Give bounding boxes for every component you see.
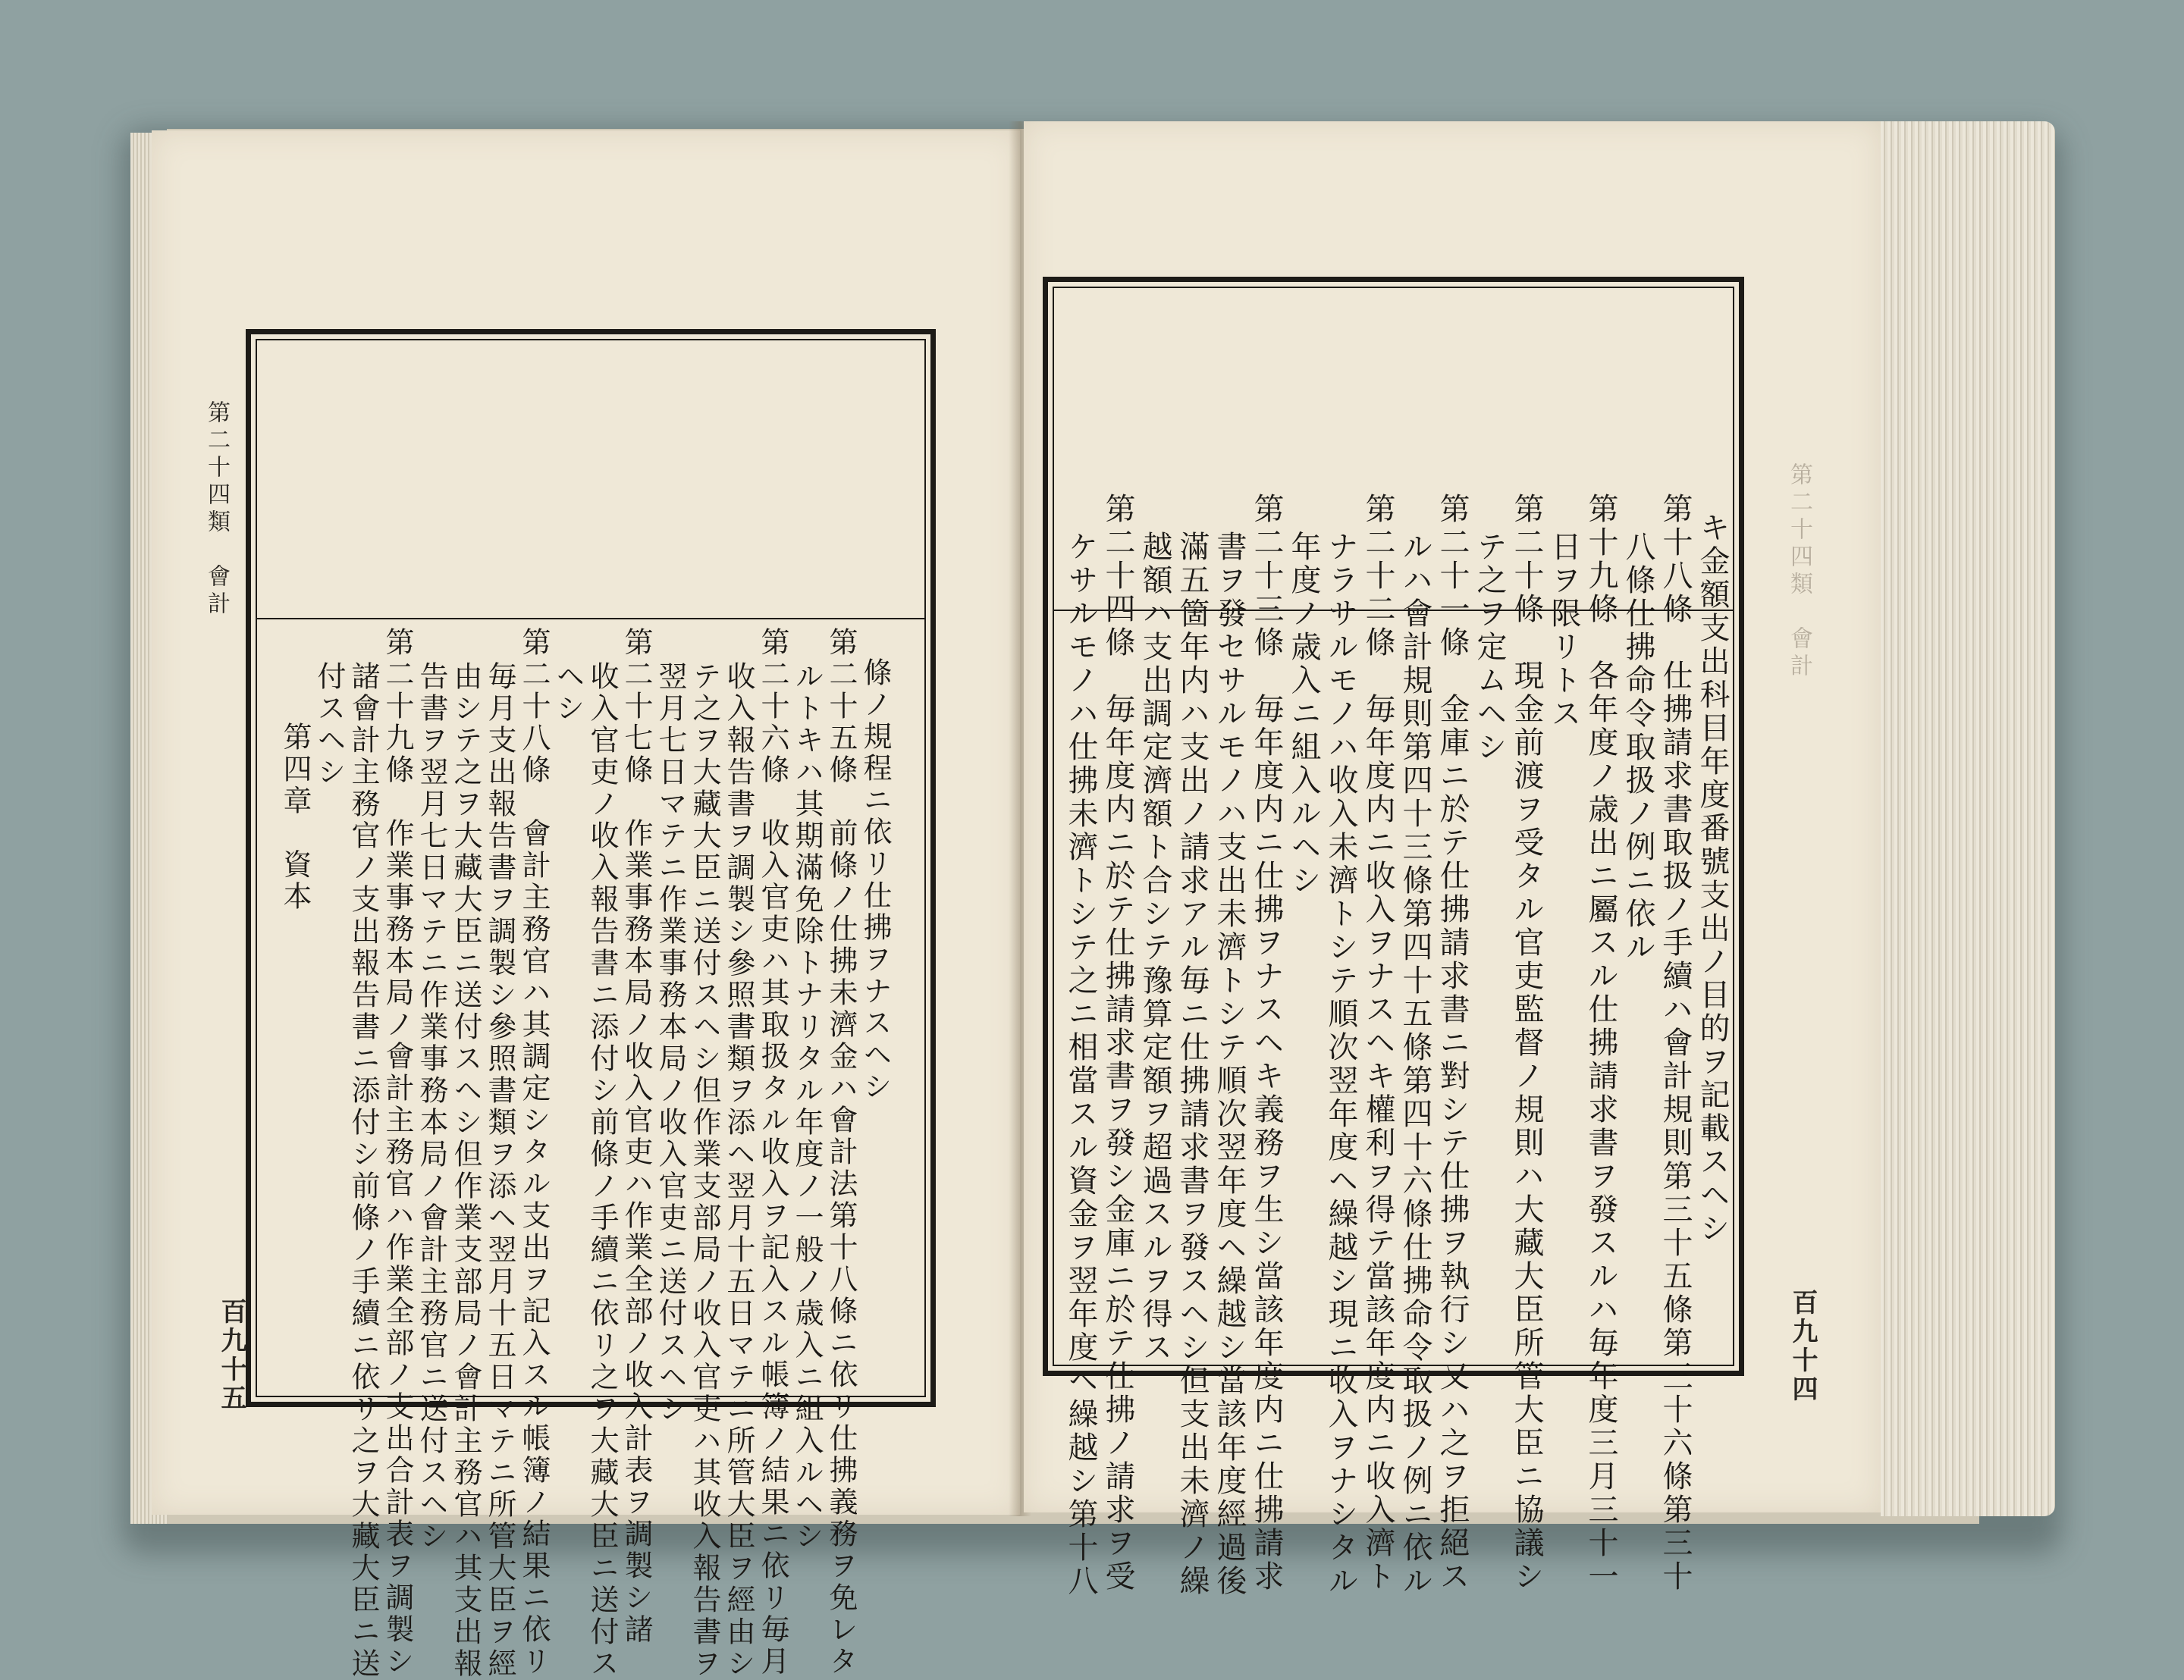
text-line: 年度ノ歳入ニ組入ルヘシ [1286,531,1321,898]
text-line: 諸會計主務官ノ支出報告書ニ添付シ前條ノ手續ニ依リ之ヲ大藏大臣ニ送 [347,661,380,1680]
text-line: 翌月七日マテニ作業事務本局ノ收入官吏ニ送付スヘシ [654,661,687,1425]
text-line: ケサルモノハ仕拂未濟トシテ之ニ相當スル資金ヲ翌年度ヘ繰越シ第十八 [1063,531,1098,1598]
text-line: テ之ヲ定ムヘシ [1472,531,1507,764]
text-line: 越額ハ支出調定濟額ト合シテ豫算定額ヲ超過スルヲ得ス [1138,531,1172,1365]
text-line: 第二十三條 毎年度内ニ仕拂ヲナスヘキ義務ヲ生シ當該年度内ニ仕拂請求 [1249,493,1284,1594]
show-through-text: 第二十四類 會計 [1786,462,1812,681]
text-line: 收入報告書ヲ調製シ參照書類ヲ添ヘ翌月十五日マテニ所管大臣ヲ經由シ [722,661,755,1680]
text-line: 告書ヲ翌月七日マテニ作業事務本局ノ會計主務官ニ送付スヘシ [415,661,448,1553]
text-line: 第二十八條 會計主務官ハ其調定シタル支出ヲ記入スル帳簿ノ結果ニ依リ [517,627,551,1678]
text-line: テ之ヲ大藏大臣ニ送付スヘシ但作業支部局ノ收入官吏ハ其收入報告書ヲ [688,661,721,1680]
chapter-heading: 第四章 資本 [278,722,312,913]
running-head: 第二十四類 會計 [203,400,230,619]
text-line: 由シテ之ヲ大藏大臣ニ送付スヘシ但作業支部局ノ會計主務官ハ其支出報 [449,661,482,1680]
text-line: 付スヘシ [312,661,346,788]
text-line: 第二十七條 作業事務本局ノ收入官吏ハ作業全部ノ收入計表ヲ調製シ諸 [620,627,653,1646]
text-line: 第二十二條 毎年度内ニ收入ヲナスヘキ權利ヲ得テ當該年度内ニ收入濟ト [1360,493,1395,1594]
text-line: ルハ會計規則第四十三條第四十五條第四十六條仕拂命令取扱ノ例ニ依ル [1398,531,1432,1598]
text-line: 收入官吏ノ收入報告書ニ添付シ前條ノ手續ニ依リ之ヲ大藏大臣ニ送付ス [585,661,619,1680]
right-page-edges [1881,121,2055,1516]
text-line: 第二十條 現金前渡ヲ受タル官吏監督ノ規則ハ大藏大臣所管大臣ニ協議シ [1509,493,1544,1594]
text-line: 第二十四條 毎年度内ニ於テ仕拂請求書ヲ發シ金庫ニ於テ仕拂ノ請求ヲ受 [1100,493,1135,1594]
text-line: 第十八條 仕拂請求書取扱ノ手續ハ會計規則第三十五條第三十六條第三十 [1658,493,1693,1594]
text-line: 第二十一條 金庫ニ於テ仕拂請求書ニ對シテ仕拂ヲ執行シ又ハ之ヲ拒絕ス [1435,493,1470,1594]
left-page [152,130,1020,1680]
text-line: 第十九條 各年度ノ歳出ニ屬スル仕拂請求書ヲ發スルハ毎年度三月三十一 [1583,493,1618,1594]
text-line: 第二十六條 收入官吏ハ其取扱タル收入ヲ記入スル帳簿ノ結果ニ依リ毎月 [756,627,789,1678]
text-line: 日ヲ限リトス [1546,531,1581,731]
page-number-right: 百九十四 [1787,1289,1818,1404]
page-number-left: 百九十五 [216,1298,246,1413]
text-line: 第二十五條 前條ノ仕拂未濟金ハ會計法第十八條ニ依リ仕拂義務ヲ免レタ [824,627,858,1678]
text-line: 條ノ規程ニ依リ仕拂ヲナスヘシ [858,657,892,1103]
text-line: 毎月支出報告書ヲ調製シ參照書類ヲ添ヘ翌月十五日マテニ所管大臣ヲ經 [483,661,516,1680]
text-line: ヘシ [551,661,585,725]
text-line: 第二十九條 作業事務本局ノ會計主務官ハ作業全部ノ支出合計表ヲ調製シ [381,627,414,1678]
text-line: 八條仕拂命令取扱ノ例ニ依ル [1621,531,1655,964]
text-line: ナラサルモノハ收入未濟トシテ順次翌年度ヘ繰越シ現ニ收入ヲナシタル [1323,531,1358,1598]
text-line: ルトキハ其期滿免除トナリタル年度ノ一般ノ歳入ニ組入ルヘシ [790,661,824,1553]
right-page [1024,121,1881,1598]
text-line: 書ヲ發セサルモノハ支出未濟トシテ順次翌年度ヘ繰越シ當該年度經過後 [1212,531,1247,1598]
text-line: 滿五箇年内ハ支出ノ請求アル毎ニ仕拂請求書ヲ發スヘシ但支出未濟ノ繰 [1175,531,1210,1598]
text-line: キ金額支出科目年度番號支出ノ目的ヲ記載スヘシ [1695,512,1730,1246]
left-header-rule [256,618,926,619]
